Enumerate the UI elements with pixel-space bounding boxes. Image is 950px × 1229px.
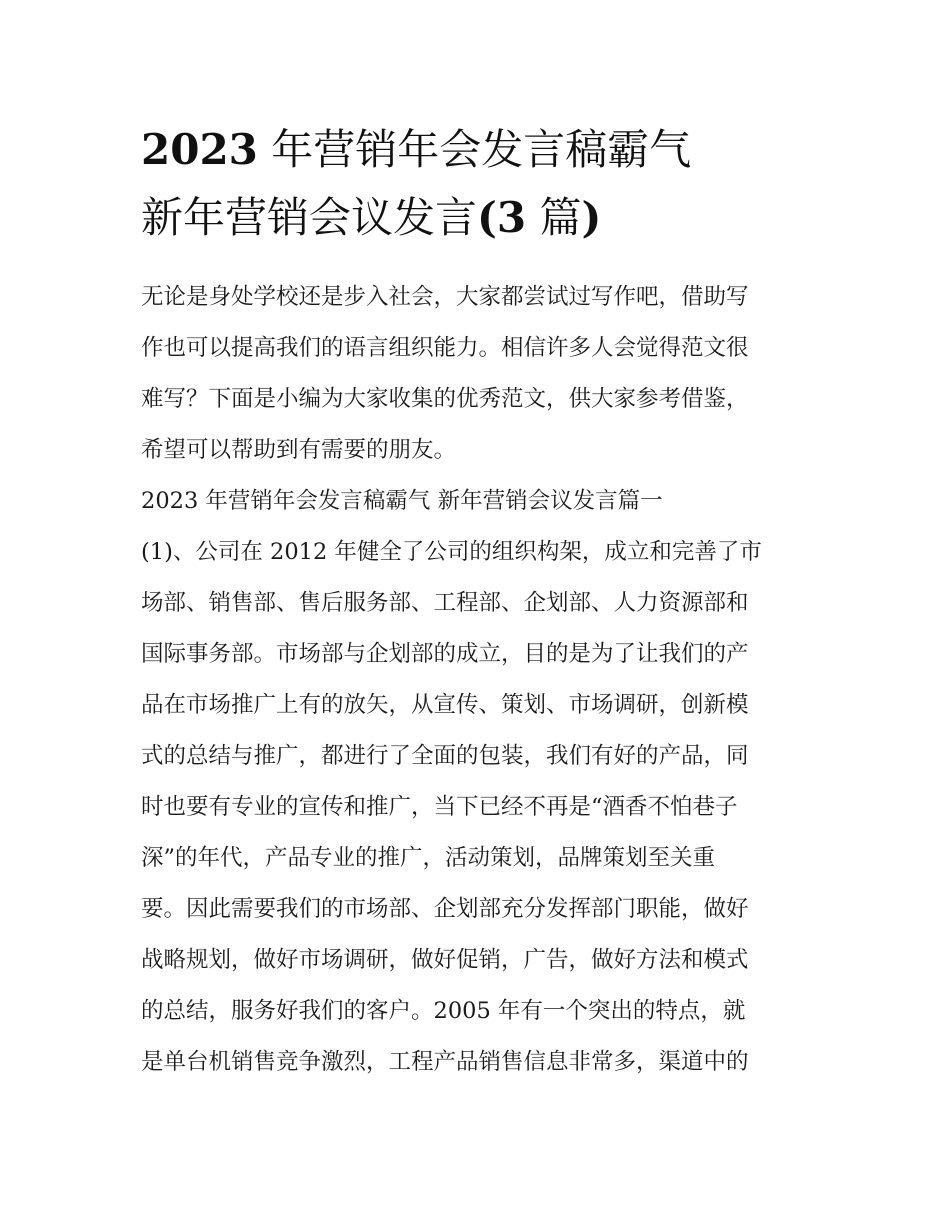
body-line: 要。因此需要我们的市场部、企划部充分发挥部门职能，做好 <box>141 896 749 922</box>
title-line-2-text: 新年营销会议发言 <box>141 193 478 242</box>
title-year: 2023 <box>141 125 258 174</box>
body-line: 的总结，服务好我们的客户。2005 年有一个突出的特点，就 <box>141 998 746 1024</box>
intro-line: 难写？下面是小编为大家收集的优秀范文，供大家参考借鉴， <box>141 386 749 412</box>
body-line: 式的总结与推广，都进行了全面的包装，我们有好的产品，同 <box>141 743 749 769</box>
title-count: 3 <box>496 193 527 242</box>
body-line: 是单台机销售竞争激烈，工程产品销售信息非常多，渠道中的 <box>141 1049 749 1075</box>
title-paren-open: ( <box>477 193 497 242</box>
body-line: (1)、公司在 2012 年健全了公司的组织构架，成立和完善了市 <box>141 539 762 565</box>
title-line-2 <box>141 186 813 250</box>
body-line: 战略规划，做好市场调研，做好促销，广告，做好方法和模式 <box>141 947 749 973</box>
section-heading: 2023 年营销年会发言稿霸气 新年营销会议发言篇一 <box>141 488 663 514</box>
title-line-1 <box>141 118 813 182</box>
title-line-2-end: 篇 <box>539 193 582 242</box>
body-line: 场部、销售部、售后服务部、工程部、企划部、人力资源部和 <box>141 590 749 616</box>
intro-paragraph <box>141 272 813 476</box>
title-paren-close: ) <box>581 193 602 242</box>
intro-line: 希望可以帮助到有需要的朋友。 <box>141 437 457 463</box>
body-line: 品在市场推广上有的放矢，从宣传、策划、市场调研，创新模 <box>141 692 749 718</box>
body-line: 深”的年代，产品专业的推广，活动策划，品牌策划至关重 <box>141 845 716 871</box>
body-line: 国际事务部。市场部与企划部的成立，目的是为了让我们的产 <box>141 641 749 667</box>
document-page <box>141 118 813 1088</box>
title-line-1-text: 年营销年会发言稿霸气 <box>271 125 692 174</box>
body-line: 时也要有专业的宣传和推广，当下已经不再是“酒香不怕巷子 <box>141 794 738 820</box>
body-paragraph <box>141 527 813 1088</box>
document-title <box>141 118 813 250</box>
intro-line: 作也可以提高我们的语言组织能力。相信许多人会觉得范文很 <box>141 335 749 361</box>
intro-line: 无论是身处学校还是步入社会，大家都尝试过写作吧，借助写 <box>141 284 749 310</box>
